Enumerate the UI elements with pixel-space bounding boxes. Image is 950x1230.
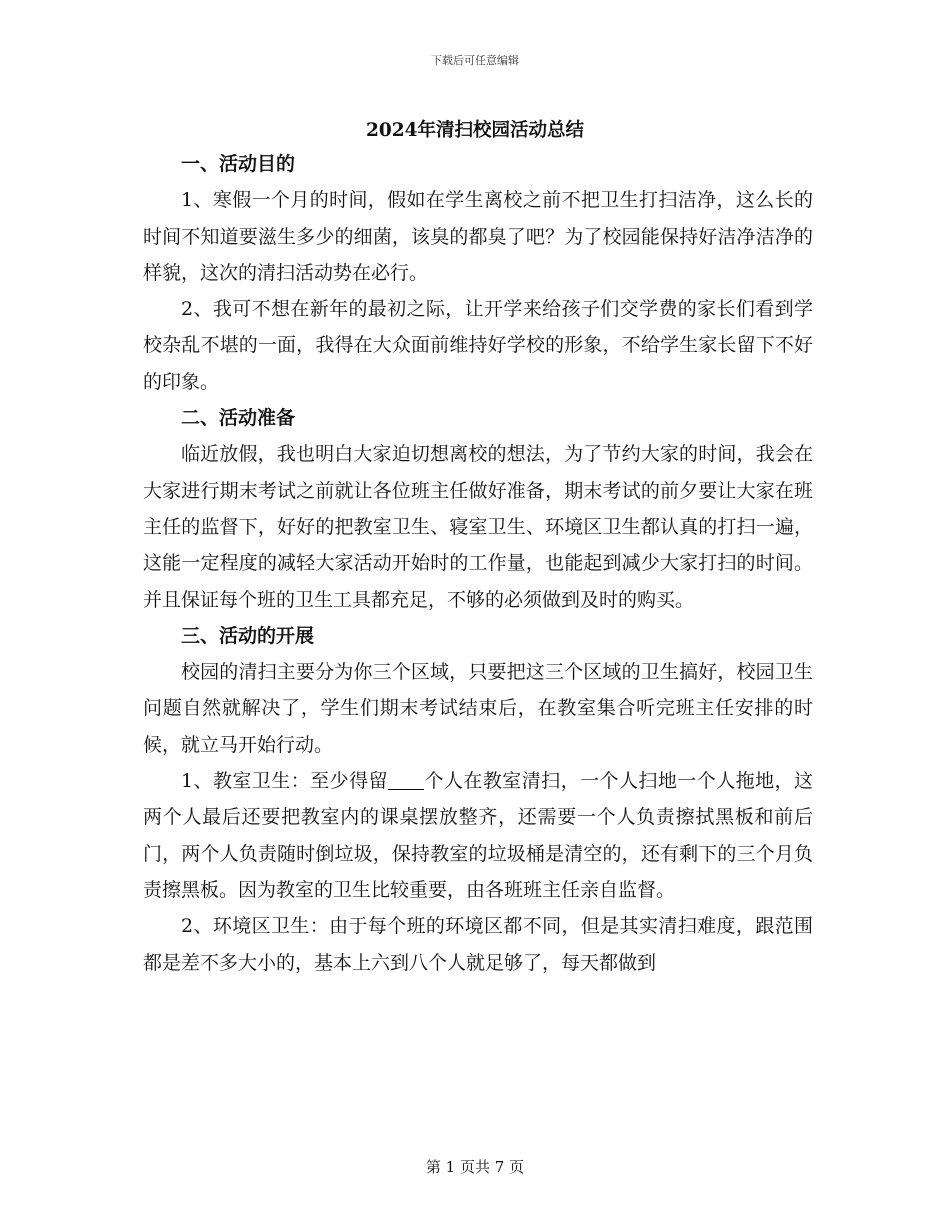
paragraph-text-after-blank: 个人在教室清扫，一个人扫地一个人拖地，这两个人最后还要把教室内的课桌摆放整齐，还需要一个人负责擦拭黑板和前后门，两个人负责随时倒垃圾，保持教室的垃圾桶是清空的，还有剩下的三个月负责擦黑板。因为教室的卫生比较重要，由各班班主任亲自监督。 xyxy=(143,770,813,901)
page-number: 第 1 页共 7 页 xyxy=(425,1158,525,1176)
section-heading-prep: 二、活动准备 xyxy=(181,407,296,430)
section-heading-execution: 三、活动的开展 xyxy=(181,624,315,647)
fill-in-blank xyxy=(388,770,424,790)
paragraph-text-before-blank: 1、教室卫生：至少得留 xyxy=(181,770,389,793)
paragraph-prep-1: 临近放假，我也明白大家迫切想离校的想法，为了节约大家的时间，我会在大家进行期末考试之前就让各位班主任做好准备，期末考试的前夕要让大家在班主任的监督下，好好的把教室卫生、寝室卫生、环境区卫生都认真的打扫一遍，这能一定程度的减轻大家活动开始时的工作量，也能起到减少大家打扫的时间。并且保证每个班的卫生工具都充足，不够的必须做到及时的购买。 xyxy=(143,443,813,611)
paragraph-purpose-2: 2、我可不想在新年的最初之际，让开学来给孩子们交学费的家长们看到学校杂乱不堪的一面，我得在大众面前维持好学校的形象，不给学生家长留下不好的印象。 xyxy=(143,298,813,393)
paragraph-execution-1: 校园的清扫主要分为你三个区域，只要把这三个区域的卫生搞好，校园卫生问题自然就解决了，学生们期末考试结束后，在教室集合听完班主任安排的时候，就立马开始行动。 xyxy=(143,661,813,756)
page-header-note: 下载后可任意编辑 xyxy=(431,54,519,67)
paragraph-execution-3: 2、环境区卫生：由于每个班的环境区都不同，但是其实清扫难度，跟范围都是差不多大小的，基本上六到八个人就足够了，每天都做到 xyxy=(143,915,813,974)
document-title: 2024年清扫校园活动总结 xyxy=(366,120,584,141)
paragraph-execution-2 xyxy=(143,763,813,908)
paragraph-purpose-1: 1、寒假一个月的时间，假如在学生离校之前不把卫生打扫洁净，这么长的时间不知道要滋生多少的细菌，该臭的都臭了吧？为了校园能保持好洁净洁净的样貌，这次的清扫活动势在必行。 xyxy=(143,189,813,284)
section-heading-purpose: 一、活动目的 xyxy=(181,153,296,175)
document-body xyxy=(143,146,813,981)
